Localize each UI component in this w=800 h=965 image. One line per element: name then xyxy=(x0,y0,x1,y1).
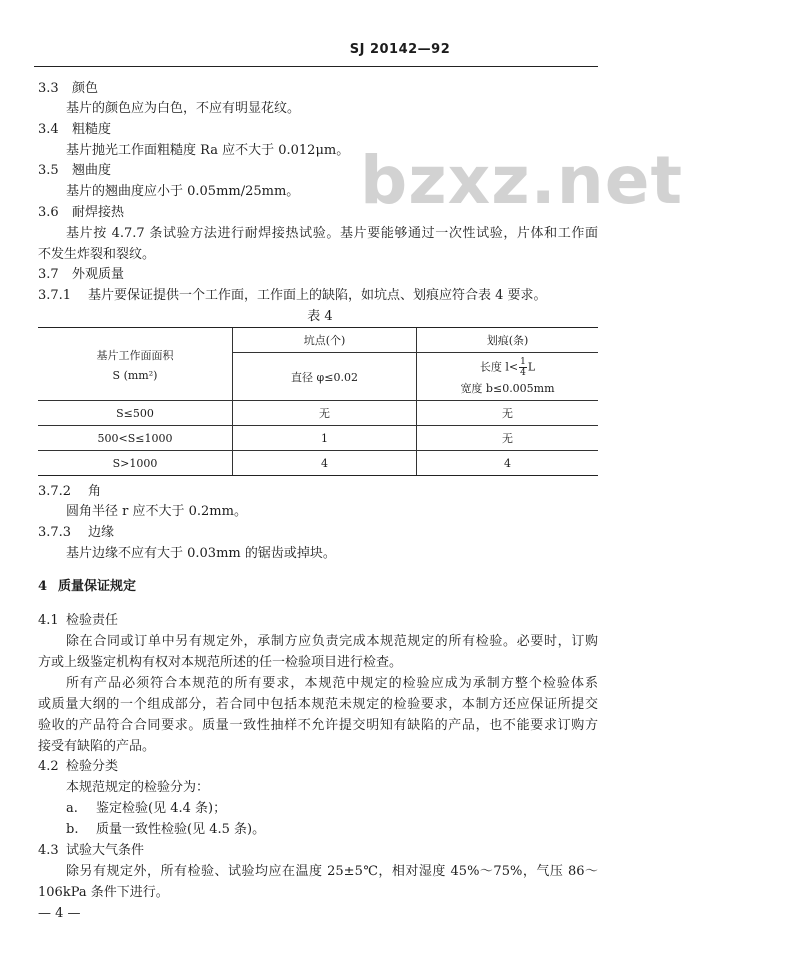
section-3-6-text-line2: 不发生炸裂和裂纹。 xyxy=(38,247,156,262)
section-3-7-1-text: 3.7.1 基片要保证提供一个工作面，工作面上的缺陷，如坑点、划痕应符合表 4 要求。 xyxy=(38,288,547,303)
section-4-2-heading: 4.2 检验分类 xyxy=(38,759,119,774)
section-4-1-heading: 4.1 检验责任 xyxy=(38,613,119,628)
scratch-header-cell: 划痕(条) xyxy=(417,328,599,353)
chapter-4-heading: 4 质量保证规定 xyxy=(38,579,137,594)
section-4-3-line1: 除另有规定外，所有检验、试验均应在温度 25±5℃，相对湿度 45%～75%，气压 86～ xyxy=(66,864,598,879)
section-3-3-text: 基片的颜色应为白色，不应有明显花纹。 xyxy=(66,101,301,116)
table-row: S≤500 无 无 xyxy=(38,401,598,426)
table-4 xyxy=(38,327,598,476)
section-3-7-2-heading: 3.7.2 角 xyxy=(38,484,102,499)
section-3-6-text-line1: 基片按 4.7.7 条试验方法进行耐焊接热试验。基片要能够通过一次性试验，片体和工作面 xyxy=(66,226,598,241)
section-4-1-p2-line4: 接受有缺陷的产品。 xyxy=(38,739,156,754)
pit-header-cell: 坑点(个) xyxy=(233,328,417,353)
table-4-caption: 表 4 xyxy=(307,309,333,324)
section-3-7-heading: 3.7 外观质量 xyxy=(38,267,125,282)
section-3-3-heading: 3.3 颜色 xyxy=(38,81,99,96)
scratch-sub-header-cell: 长度 l< $\frac{1}{4}$ L 宽度 b≤0.005mm xyxy=(417,353,599,401)
section-4-2-intro: 本规范规定的检验分为： xyxy=(66,780,210,795)
section-4-1-p1-line1: 除在合同或订单中另有规定外，承制方应负责完成本规范规定的所有检验。必要时，订购 xyxy=(66,634,598,649)
document-number-header: SJ 20142—92 xyxy=(349,42,451,57)
section-4-3-line2: 106kPa 条件下进行。 xyxy=(38,885,169,900)
page-number: — 4 — xyxy=(38,906,81,921)
section-3-4-text: 基片抛光工作面粗糙度 Ra 应不大于 0.012μm。 xyxy=(66,143,350,158)
section-3-4-heading: 3.4 粗糙度 xyxy=(38,122,112,137)
section-3-5-heading: 3.5 翘曲度 xyxy=(38,163,112,178)
section-4-1-p2-line2: 或质量大纲的一个组成部分，若合同中包括本规范未规定的检验要求，本制方还应保证所提交 xyxy=(38,697,598,712)
section-3-5-text: 基片的翘曲度应小于 0.05mm/25mm。 xyxy=(66,184,300,199)
list-item: b. 质量一致性检验(见 4.5 条)。 xyxy=(66,822,266,837)
list-item: a. 鉴定检验(见 4.4 条)； xyxy=(66,801,227,816)
section-3-7-3-text: 基片边缘不应有大于 0.03mm 的锯齿或掉块。 xyxy=(66,546,336,561)
table-row: 500<S≤1000 1 无 xyxy=(38,426,598,451)
section-3-6-heading: 3.6 耐焊接热 xyxy=(38,205,125,220)
one-quarter-fraction: $\frac{1}{4}$ xyxy=(520,357,526,378)
section-3-7-2-text: 圆角半径 r 应不大于 0.2mm。 xyxy=(66,504,247,519)
section-4-1-p1-line2: 方或上级鉴定机构有权对本规范所述的任一检验项目进行检查。 xyxy=(38,655,403,670)
section-3-7-3-heading: 3.7.3 边缘 xyxy=(38,525,115,540)
watermark-logo: bzxz.net xyxy=(360,142,684,219)
section-4-3-heading: 4.3 试验大气条件 xyxy=(38,843,145,858)
area-header-cell: 基片工作面面积 S (mm²) xyxy=(38,328,233,401)
section-4-1-p2-line3: 验收的产品符合合同要求。质量一致性抽样不允许提交明知有缺陷的产品，也不能要求订购方 xyxy=(38,718,598,733)
pit-sub-header-cell: 直径 φ≤0.02 xyxy=(233,353,417,401)
table-row: S>1000 4 4 xyxy=(38,451,598,476)
header-rule xyxy=(34,66,598,67)
section-4-1-p2-line1: 所有产品必须符合本规范的所有要求，本规范中规定的检验应成为承制方整个检验体系 xyxy=(66,676,598,691)
